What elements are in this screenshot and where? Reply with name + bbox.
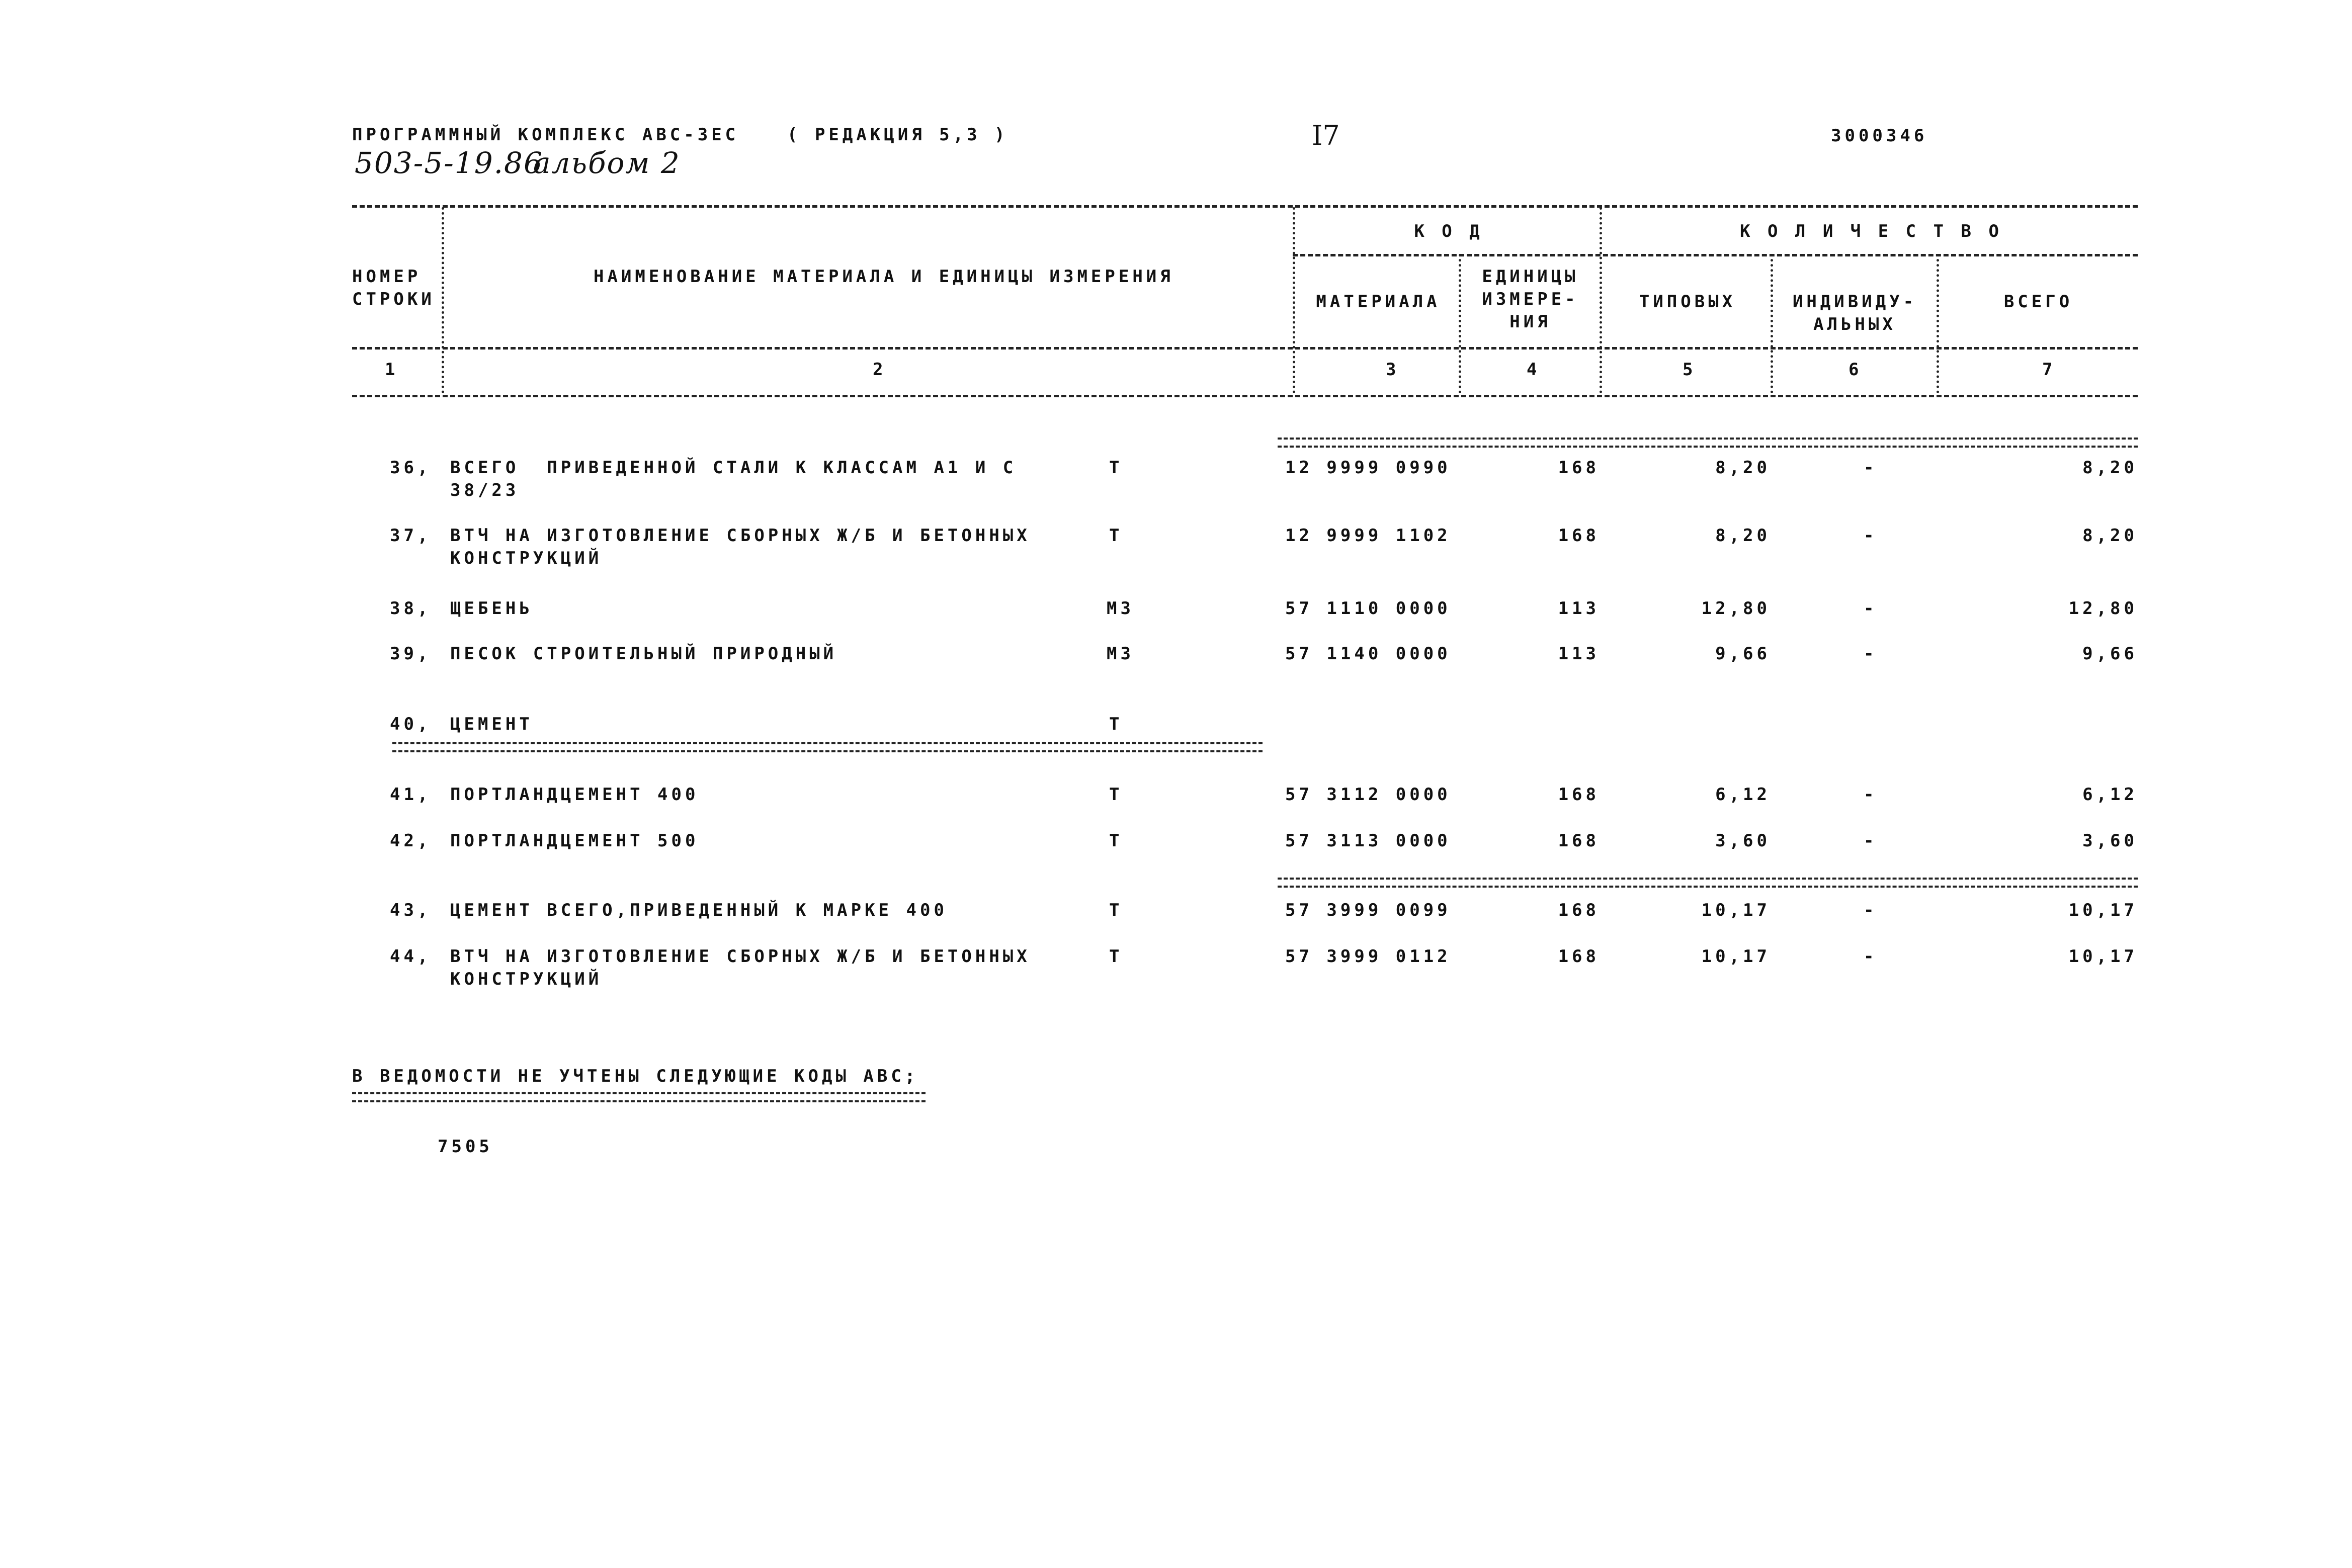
row-number-header-2: СТРОКИ [352, 289, 435, 309]
unit-code: 113 [1558, 598, 1600, 619]
individual-qty: - [1864, 598, 1878, 619]
total-qty: 10,17 [2068, 900, 2138, 920]
material-name: ВТЧ НА ИЗГОТОВЛЕНИЕ СБОРНЫХ Ж/Б И БЕТОННЫХ [450, 946, 1031, 967]
typical-qty: 8,20 [1715, 458, 1771, 478]
row-number: 41, [390, 785, 432, 805]
typical-qty-header: ТИПОВЫХ [1639, 292, 1736, 312]
row-number: 43, [390, 900, 432, 920]
footer-note: В ВЕДОМОСТИ НЕ УЧТЕНЫ СЛЕДУЮЩИЕ КОДЫ АВС; [352, 1066, 919, 1086]
footer-underline [352, 1092, 926, 1102]
material-code: 12 9999 0990 [1285, 458, 1451, 478]
material-name-cont: КОНСТРУКЦИЙ [450, 969, 603, 989]
material-name: ЩЕБЕНЬ [450, 598, 533, 619]
unit-code: 113 [1558, 644, 1600, 664]
material-code: 57 3112 0000 [1285, 785, 1451, 805]
name-column-header: НАИМЕНОВАНИЕ МАТЕРИАЛА И ЕДИНИЦЫ ИЗМЕРЕНИЯ [594, 267, 1174, 287]
unit-code: 168 [1558, 831, 1600, 851]
unit: Т [1109, 714, 1123, 734]
unit: Т [1109, 946, 1123, 967]
typical-qty: 10,17 [1701, 946, 1771, 967]
material-name-cont: КОНСТРУКЦИЙ [450, 548, 603, 568]
unit: Т [1109, 785, 1123, 805]
unit-code: 168 [1558, 946, 1600, 967]
unit: Т [1109, 900, 1123, 920]
code-material-header: МАТЕРИАЛА [1316, 292, 1441, 312]
column-number: 6 [1849, 360, 1863, 380]
material-code: 57 3999 0112 [1285, 946, 1451, 967]
code-unit-header-2: ИЗМЕРЕ- [1482, 289, 1579, 309]
document-code: 3000346 [1831, 126, 1928, 146]
material-name: ЦЕМЕНТ [450, 714, 533, 734]
individual-qty-header-1: ИНДИВИДУ- [1792, 292, 1917, 312]
unit-code: 168 [1558, 526, 1600, 546]
typical-qty: 9,66 [1715, 644, 1771, 664]
material-name: ВСЕГО ПРИВЕДЕННОЙ СТАЛИ К КЛАССАМ А1 И С [450, 458, 1017, 478]
row-number: 39, [390, 644, 432, 664]
col-separator [442, 207, 444, 393]
column-number: 4 [1527, 360, 1541, 380]
material-name: ВТЧ НА ИЗГОТОВЛЕНИЕ СБОРНЫХ Ж/Б И БЕТОННЫХ [450, 526, 1031, 546]
material-code: 57 3999 0099 [1285, 900, 1451, 920]
edition-label: ( РЕДАКЦИЯ 5,3 ) [787, 125, 1009, 145]
individual-qty: - [1864, 946, 1878, 967]
col-separator [1937, 254, 1939, 393]
unit-code: 168 [1558, 900, 1600, 920]
code-unit-header-1: ЕДИНИЦЫ [1482, 267, 1579, 287]
page-number: I7 [1312, 120, 1340, 151]
material-name: ПЕСОК СТРОИТЕЛЬНЫЙ ПРИРОДНЫЙ [450, 644, 837, 664]
col-separator [1600, 207, 1602, 393]
individual-qty-header-2: АЛЬНЫХ [1813, 314, 1896, 334]
program-title: ПРОГРАММНЫЙ КОМПЛЕКС АВС-3ЕС [352, 125, 739, 145]
row-number: 38, [390, 598, 432, 619]
row-number: 37, [390, 526, 432, 546]
footer-number: 7505 [438, 1137, 493, 1157]
unit: М3 [1107, 598, 1134, 619]
material-name: ПОРТЛАНДЦЕМЕНТ 400 [450, 785, 699, 805]
total-qty: 8,20 [2082, 526, 2138, 546]
typical-qty: 6,12 [1715, 785, 1771, 805]
column-number: 7 [2042, 360, 2056, 380]
total-qty: 10,17 [2068, 946, 2138, 967]
column-number: 3 [1386, 360, 1400, 380]
header-bottom-rule [352, 347, 2138, 350]
total-qty: 9,66 [2082, 644, 2138, 664]
handwritten-reference: 503-5-19.86 [355, 146, 543, 180]
material-code: 57 1140 0000 [1285, 644, 1451, 664]
double-dash-rule [1278, 438, 2138, 448]
material-name: ПОРТЛАНДЦЕМЕНТ 500 [450, 831, 699, 851]
row-number: 36, [390, 458, 432, 478]
total-qty: 3,60 [2082, 831, 2138, 851]
column-number: 5 [1683, 360, 1697, 380]
column-number: 2 [873, 360, 887, 380]
row-number: 40, [390, 714, 432, 734]
header-top-rule [352, 205, 2138, 208]
individual-qty: - [1864, 831, 1878, 851]
column-numbers-rule [352, 395, 2138, 397]
col-separator [1293, 207, 1295, 393]
typical-qty: 8,20 [1715, 526, 1771, 546]
code-unit-header-3: НИЯ [1509, 312, 1551, 332]
material-name-cont: 38/23 [450, 480, 520, 500]
row-number: 42, [390, 831, 432, 851]
row-number-header-1: НОМЕР [352, 267, 422, 287]
unit: Т [1109, 526, 1123, 546]
unit: Т [1109, 458, 1123, 478]
column-number: 1 [385, 360, 399, 380]
individual-qty: - [1864, 458, 1878, 478]
typical-qty: 12,80 [1701, 598, 1771, 619]
code-group-header: К О Д [1414, 221, 1483, 241]
material-code: 57 3113 0000 [1285, 831, 1451, 851]
total-qty: 12,80 [2068, 598, 2138, 619]
total-qty: 6,12 [2082, 785, 2138, 805]
individual-qty: - [1864, 526, 1878, 546]
material-code: 57 1110 0000 [1285, 598, 1451, 619]
double-dash-rule [1278, 878, 2138, 888]
row-number: 44, [390, 946, 432, 967]
quantity-group-header: К О Л И Ч Е С Т В О [1740, 221, 2002, 241]
individual-qty: - [1864, 785, 1878, 805]
total-qty-header: ВСЕГО [2003, 292, 2073, 312]
total-qty: 8,20 [2082, 458, 2138, 478]
unit-code: 168 [1558, 785, 1600, 805]
handwritten-album: альбом 2 [533, 146, 681, 180]
unit: Т [1109, 831, 1123, 851]
typical-qty: 3,60 [1715, 831, 1771, 851]
individual-qty: - [1864, 644, 1878, 664]
material-code: 12 9999 1102 [1285, 526, 1451, 546]
unit-code: 168 [1558, 458, 1600, 478]
header-mid-rule [1293, 254, 2138, 256]
typical-qty: 10,17 [1701, 900, 1771, 920]
material-name: ЦЕМЕНТ ВСЕГО,ПРИВЕДЕННЫЙ К МАРКЕ 400 [450, 900, 948, 920]
individual-qty: - [1864, 900, 1878, 920]
group-underline [392, 742, 1263, 752]
unit: М3 [1107, 644, 1134, 664]
